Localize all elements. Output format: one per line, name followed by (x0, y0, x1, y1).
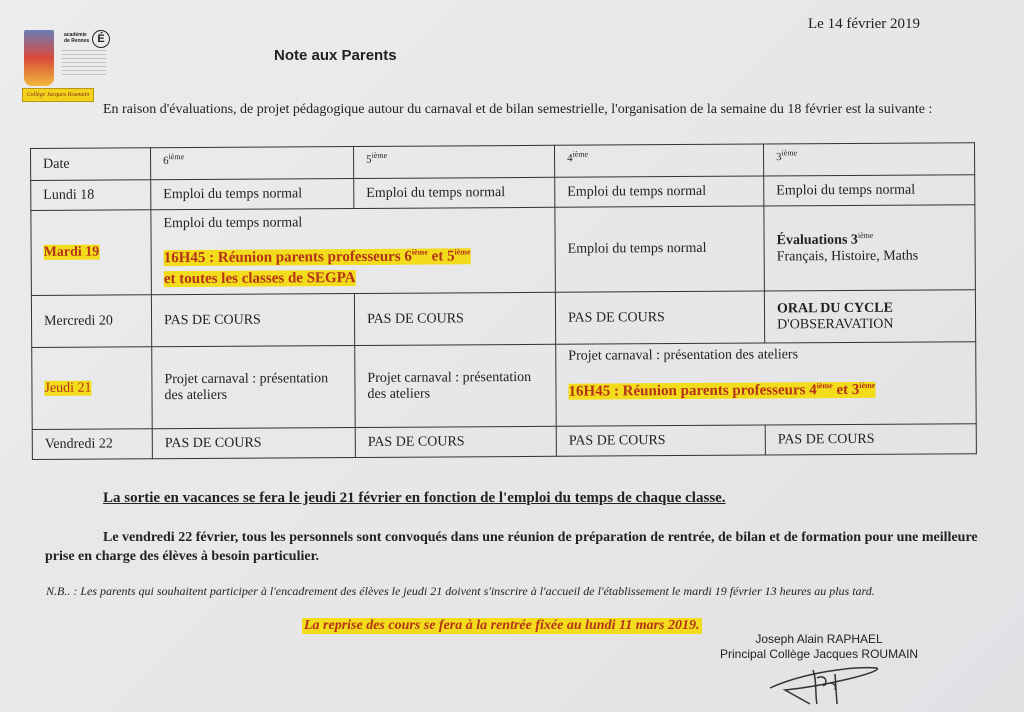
schedule-table (30, 142, 977, 460)
grade-suffix: ième (859, 380, 876, 390)
cell-5eme: Emploi du temps normal (354, 177, 555, 208)
meeting-text: et toutes les classes de SEGPA (163, 270, 356, 288)
grade-number: 6 (163, 154, 169, 167)
intro-paragraph: En raison d'évaluations, de projet pédagogique autour du carnaval et de bilan semestrielle, l'organisation de la semaine du 18 février est la suivante : (103, 102, 933, 117)
grade-suffix: ième (454, 247, 471, 257)
academy-label: académie de Rennes (64, 32, 90, 44)
grade-suffix: ième (781, 148, 798, 158)
nb-note: N.B.. : Les parents qui souhaitent participer à l'encadrement des élèves le jeudi 21 doivent s'inscrire à l'accueil de l'établissement le mardi 19 février 13 heures au plus tard. (46, 584, 875, 598)
evaluations-subjects: Français, Histoire, Maths (776, 248, 919, 265)
signatory-role: Principal Collège Jacques ROUMAIN (720, 647, 919, 661)
evaluations-title: Évaluations 3 (776, 232, 858, 249)
grade-suffix: ième (857, 231, 874, 241)
day-cell (31, 210, 152, 296)
header-date: Date (31, 148, 151, 181)
table-row (31, 290, 975, 348)
cell-5eme: PAS DE COURS (355, 426, 556, 457)
day-cell (32, 347, 152, 430)
meeting-text: et 5 (427, 248, 455, 265)
cell-text: Projet carnaval : présentation des ateliers (568, 347, 799, 364)
meeting-text: 16H45 : Réunion parents professeurs 6 (163, 248, 412, 267)
table-row (31, 205, 976, 296)
cell-5eme: Projet carnaval : présentation des ateliers (355, 344, 556, 427)
cell-6eme: Projet carnaval : présentation des ateliers (152, 346, 355, 429)
header-3eme (763, 143, 974, 176)
meeting-note (164, 242, 543, 290)
day-cell: Mercredi 20 (31, 295, 151, 348)
handwritten-signature (765, 660, 885, 708)
resumption-note: La reprise des cours se fera à la rentrée fixée au lundi 11 mars 2019. (304, 618, 700, 633)
letter-date: Le 14 février 2019 (808, 16, 921, 32)
day-highlight: Mardi 19 (43, 244, 100, 260)
logo-caption: Collège Jacques Roumain (22, 88, 94, 102)
signatory-name: Joseph Alain RAPHAEL (755, 632, 883, 646)
header-6eme (151, 147, 354, 180)
grade-suffix: ième (371, 150, 388, 160)
cell-4eme-3eme (556, 342, 976, 427)
table-row (32, 342, 976, 430)
cell-6eme: PAS DE COURS (152, 428, 355, 459)
grade-suffix: ième (411, 247, 428, 257)
academy-e-mark: É (92, 30, 110, 48)
holiday-departure-note: La sortie en vacances se fera le jeudi 21 février en fonction de l'emploi du temps de chaque classe. (103, 490, 726, 506)
day-cell: Lundi 18 (31, 180, 151, 211)
cell-3eme (764, 290, 975, 343)
cell-4eme: PAS DE COURS (556, 425, 765, 456)
day-highlight: Jeudi 21 (44, 380, 92, 396)
table-row (32, 424, 976, 460)
cell-6eme: Emploi du temps normal (151, 179, 354, 210)
cell-6eme-5eme (151, 207, 556, 294)
grade-suffix: ième (168, 152, 185, 162)
grade-number: 3 (776, 151, 782, 164)
cell-text: Emploi du temps normal (163, 215, 303, 232)
grade-number: 5 (366, 153, 372, 166)
staff-meeting-note: Le vendredi 22 février, tous les personnels sont convoqués dans une réunion de préparation de rentrée, de bilan et de formation pour une meilleure prise en charge des élèves à besoin particulier. (45, 530, 978, 564)
address-lines (62, 50, 106, 76)
grade-number: 4 (567, 152, 573, 165)
page-title: Note aux Parents (274, 47, 397, 64)
meeting-note (568, 380, 963, 400)
cell-5eme: PAS DE COURS (354, 292, 555, 345)
signatory-block (720, 632, 918, 662)
grade-suffix: ième (572, 149, 589, 159)
grade-suffix: ième (816, 381, 833, 391)
day-cell: Vendredi 22 (32, 429, 152, 460)
cell-3eme: PAS DE COURS (765, 424, 976, 455)
cell-3eme (764, 205, 976, 291)
oral-title: ORAL DU CYCLE (776, 300, 893, 316)
header-4eme (554, 144, 763, 177)
cell-6eme: PAS DE COURS (151, 294, 354, 347)
oral-text: D'OBSERAVATION (777, 316, 894, 332)
header-5eme (353, 145, 554, 178)
meeting-text: et 3 (832, 381, 860, 399)
school-logo (24, 30, 114, 102)
cell-4eme: Emploi du temps normal (555, 176, 764, 207)
cell-4eme: PAS DE COURS (555, 291, 764, 344)
meeting-text: 16H45 : Réunion parents professeurs 4 (568, 382, 817, 400)
cell-4eme: Emploi du temps normal (555, 206, 765, 292)
cell-3eme: Emploi du temps normal (764, 175, 975, 206)
college-emblem (24, 30, 54, 86)
